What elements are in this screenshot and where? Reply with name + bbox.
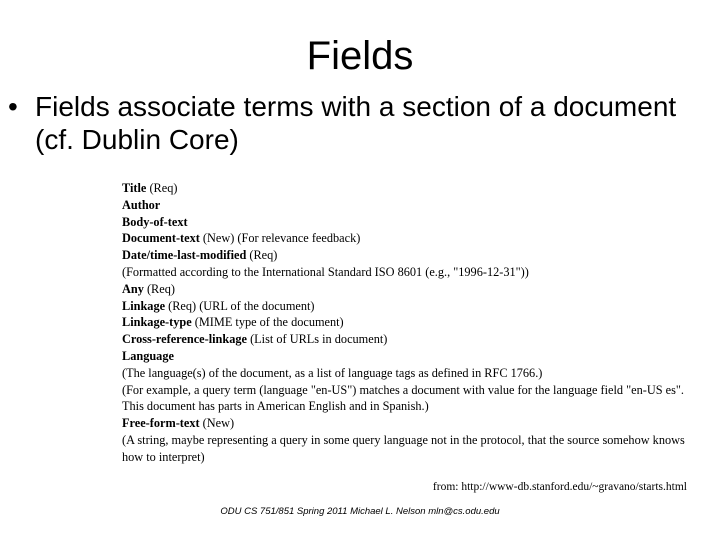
field-line xyxy=(122,331,702,348)
bullet-mark: • xyxy=(8,91,18,122)
field-line xyxy=(122,264,702,281)
field-line xyxy=(122,180,702,197)
field-line xyxy=(122,247,702,264)
field-note: (A string, maybe representing a query in some query language not in the protocol, that the source somehow knows how to interpret) xyxy=(122,432,685,464)
field-note: (Formatted according to the International Standard ISO 8601 (e.g., "1996-12-31")) xyxy=(122,264,529,279)
field-note: (New) xyxy=(199,416,235,431)
field-line xyxy=(122,214,702,231)
field-line xyxy=(122,415,702,432)
field-line xyxy=(122,298,702,315)
field-name: Any xyxy=(122,281,144,296)
field-name: Linkage-type xyxy=(122,315,192,330)
field-line xyxy=(122,432,702,466)
field-note: (New) (For relevance feedback) xyxy=(199,231,361,246)
field-note: (Req) xyxy=(143,281,175,296)
field-name: Title xyxy=(122,181,147,195)
bullet-text: Fields associate terms with a section of a document (cf. Dublin Core) xyxy=(35,91,677,155)
field-name: Linkage xyxy=(122,298,166,313)
bullet-point xyxy=(8,90,698,156)
field-name: Author xyxy=(122,197,161,212)
field-line xyxy=(122,281,702,298)
field-line xyxy=(122,197,702,214)
field-line xyxy=(122,230,702,247)
slide-footer: ODU CS 751/851 Spring 2011 Michael L. Nelson mln@cs.odu.edu xyxy=(220,506,500,517)
field-name: Document-text xyxy=(122,231,200,246)
field-line xyxy=(122,365,702,382)
field-note: (Req) (URL of the document) xyxy=(165,298,315,313)
field-line xyxy=(122,314,702,331)
field-name: Free-form-text xyxy=(122,416,200,431)
field-name: Body-of-text xyxy=(122,214,188,229)
source-citation: from: http://www-db.stanford.edu/~gravano/starts.html xyxy=(432,481,687,493)
field-note: (List of URLs in document) xyxy=(247,332,388,347)
slide-title: Fields xyxy=(306,34,414,78)
field-note: (Req) xyxy=(146,181,178,195)
field-name: Cross-reference-linkage xyxy=(122,332,247,347)
fields-list xyxy=(122,180,702,466)
field-line xyxy=(122,382,702,416)
field-note: (MIME type of the document) xyxy=(191,315,344,330)
field-name: Date/time-last-modified xyxy=(122,248,247,263)
field-note: (For example, a query term (language "en-US") matches a document with value for the language field "en-US es". This document has parts in American English and in Spanish.) xyxy=(122,382,684,414)
field-line xyxy=(122,348,702,365)
field-note: (The language(s) of the document, as a list of language tags as defined in RFC 1766.) xyxy=(122,365,543,380)
field-name: Language xyxy=(122,348,174,363)
field-note: (Req) xyxy=(246,248,278,263)
